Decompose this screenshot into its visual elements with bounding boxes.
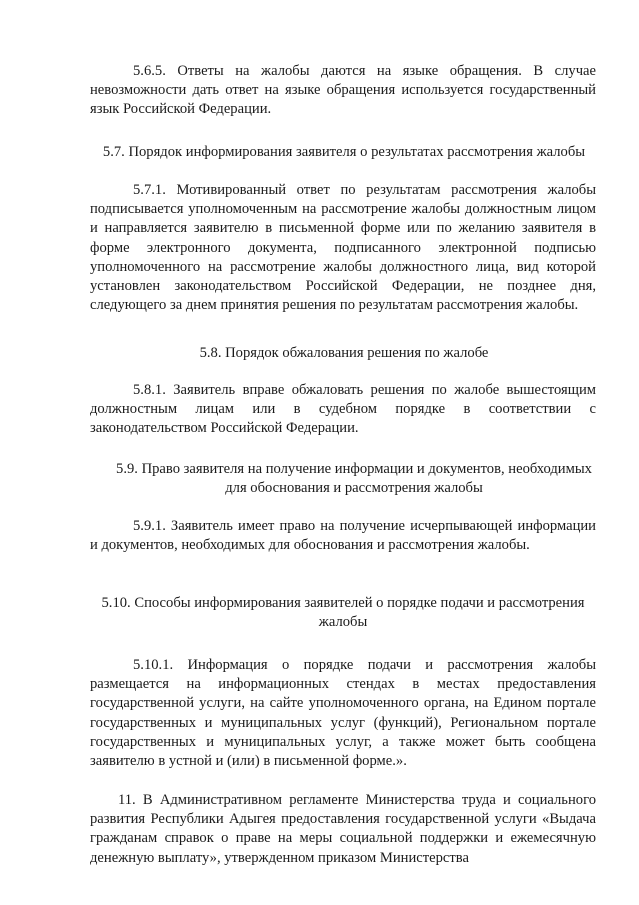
heading-5-9: 5.9. Право заявителя на получение информации и документов, необходимых для обоснования и рассмотрения жалобы <box>116 461 592 497</box>
heading-5-8: 5.8. Порядок обжалования решения по жалобе <box>199 345 489 361</box>
paragraph-5-7-1: 5.7.1. Мотивированный ответ по результатам рассмотрения жалобы подписывается уполномоченным на рассмотрение жалобы должностным лицом и направляется заявителю в письменной форме или по желанию заявителя в форме электронного документа, подписанного электронной подписью уполномоченного на рассмотрение жалобы должностного лица, вид которой установлен законодательством Российской Федерации, не позднее дня, следующего за днем принятия решения по результатам рассмотрения жалобы. <box>90 182 596 314</box>
heading-5-10: 5.10. Способы информирования заявителей о порядке подачи и рассмотрения жалобы <box>101 595 585 631</box>
paragraph-5-8-1: 5.8.1. Заявитель вправе обжаловать решения по жалобе вышестоящим должностным лицам или в судебном порядке в соответствии с законодательством Российской Федерации. <box>90 382 596 437</box>
paragraph-5-10-1: 5.10.1. Информация о порядке подачи и рассмотрения жалобы размещается на информационных стендах в местах предоставления государственной услуги, на сайте уполномоченного органа, на Едином портале государственных и муниципальных услуг (функций), Региональном портале государственных и муниципальных услуг, а также может быть сообщена заявителю в устной и (или) в письменной форме.». <box>90 657 596 770</box>
paragraph-5-6-5: 5.6.5. Ответы на жалобы даются на языке обращения. В случае невозможности дать ответ на языке обращения используется государственный язык Российской Федерации. <box>90 63 596 118</box>
heading-5-7: 5.7. Порядок информирования заявителя о результатах рассмотрения жалобы <box>102 144 586 160</box>
paragraph-11: 11. В Административном регламенте Министерства труда и социального развития Республики Адыгея предоставления государственной услуги «Выдача гражданам справок о праве на меры социальной поддержки и ежемесячную денежную выплату», утвержденном приказом Министерства <box>90 792 596 866</box>
paragraph-5-9-1: 5.9.1. Заявитель имеет право на получение исчерпывающей информации и документов, необходимых для обоснования и рассмотрения жалобы. <box>90 518 596 554</box>
